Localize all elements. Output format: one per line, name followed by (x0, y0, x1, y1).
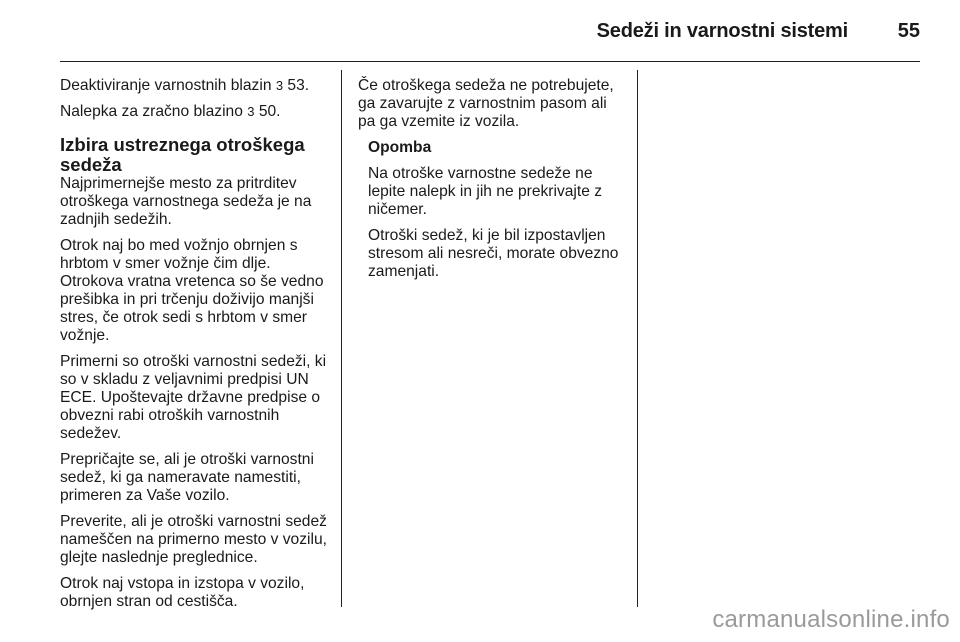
page-header (60, 14, 920, 46)
note-paragraph: Na otroške varnostne sedeže ne lepite nalepk in jih ne prekrivajte z ničemer. (368, 165, 603, 218)
note-box (368, 139, 628, 281)
column-divider-right (637, 70, 638, 607)
paragraph: Prepričajte se, ali je otroški varnostni sedež, ki ga nameravate namestiti, primeren za Vaše vozilo. (60, 451, 314, 504)
column-left (60, 77, 332, 619)
paragraph: Primerni so otroški varnostni sedeži, ki so v skladu z veljavnimi predpisi UN ECE. Upoštevajte državne predpise o obvezni rabi otroških varnostnih sedežev. (60, 353, 327, 442)
cross-reference-arrow-icon: 3 (275, 78, 284, 93)
paragraph: Preverite, ali je otroški varnostni sedež nameščen na primerno mesto v vozilu, glejte naslednje preglednice. (60, 513, 327, 566)
paragraph: Najprimernejše mesto za pritrditev otroškega varnostnega sedeža je na zadnjih sedežih. (60, 175, 312, 228)
page-title: Sedeži in varnostni sistemi (596, 20, 848, 42)
paragraph: Otrok naj vstopa in izstopa v vozilo, obrnjen stran od cestišča. (60, 575, 305, 610)
note-paragraph: Otroški sedež, ki je bil izpostavljen stresom ali nesreči, morate obvezno zamenjati. (368, 227, 619, 280)
watermark: carmanualsonline.info (712, 606, 950, 633)
column-right (358, 77, 628, 289)
header-rule (60, 61, 920, 62)
cross-reference-arrow-icon: 3 (247, 104, 255, 119)
cross-reference-airbag-deactivation[interactable]: Deaktiviranje varnostnih blazin 3 53. (60, 77, 310, 94)
paragraph: Otrok naj bo med vožnjo obrnjen s hrbtom v smer vožnje čim dlje. Otrokova vratna vretenca so še vedno prešibka in pri trčenju doživijo manjši stres, če otrok sedi s hrbtom v smer vožnje. (60, 237, 324, 344)
cross-reference-airbag-label[interactable]: Nalepka za zračno blazino 3 50. (60, 103, 281, 120)
page-number: 55 (897, 20, 920, 42)
paragraph: Če otroškega sedeža ne potrebujete, ga zavarujte z varnostnim pasom ali pa ga vzemite iz vozila. (358, 77, 614, 130)
section-heading: Izbira ustreznega otroškega sedeža (60, 134, 305, 175)
column-divider-left (341, 70, 342, 607)
note-title: Opomba (368, 139, 432, 156)
